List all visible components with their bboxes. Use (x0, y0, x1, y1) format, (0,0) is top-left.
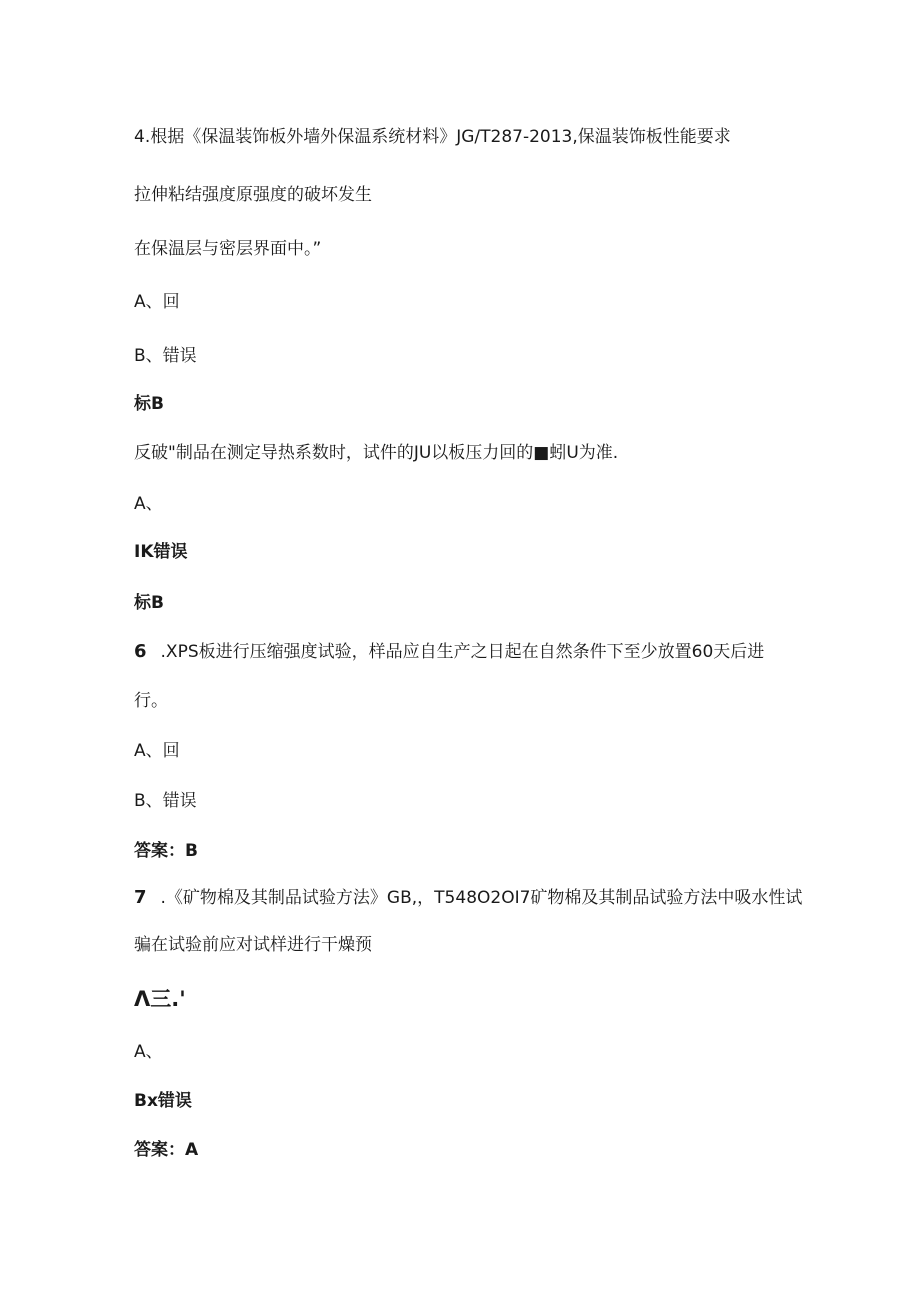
q7-text: .《矿物棉及其制品试验方法》GB,，T548O2OI7矿物棉及其制品试验方法中吸水性试 (160, 888, 803, 908)
q7-answer: 答案：A (134, 1140, 199, 1160)
q7-option-b: Bx错误 (134, 1091, 192, 1111)
q4-text-line-2: 拉伸粘结强度原强度的破坏发生 (134, 185, 372, 205)
q5-option-b: IK错误 (134, 542, 188, 562)
q6-option-a: A、回 (134, 741, 180, 761)
q5-text-line: 反破"制品在测定导热系数时，试件的JU以板压力回的■蚓U为准. (134, 443, 619, 463)
q6-text-line-1 (134, 641, 764, 663)
q6-text-line-2: 行。 (134, 691, 168, 711)
q7-text-line-2: 骗在试验前应对试样进行干燥预 (134, 935, 372, 955)
q6-answer: 答案：B (134, 841, 198, 861)
q6-text: .XPS板进行压缩强度试验，样品应自生产之日起在自然条件下至少放置60天后进 (160, 642, 765, 662)
q4-answer: 标B (134, 394, 164, 414)
q4-option-a: A、回 (134, 292, 180, 312)
q4-text-line-3: 在保温层与密层界面中。” (134, 239, 322, 259)
q4-text-line-1: 4.根据《保温装饰板外墙外保温系统材料》JG/T287-2013,保温装饰板性能要求 (134, 127, 731, 147)
q5-option-a: A、 (134, 494, 163, 514)
q7-option-a: A、 (134, 1042, 163, 1062)
q7-extra-line: Λ三.' (134, 987, 186, 1011)
q4-option-b: B、错误 (134, 346, 197, 366)
q6-number: 6 (134, 641, 147, 662)
q7-number: 7 (134, 887, 147, 908)
q6-option-b: B、错误 (134, 791, 197, 811)
q5-answer: 标B (134, 593, 164, 613)
q7-text-line-1 (134, 887, 802, 909)
